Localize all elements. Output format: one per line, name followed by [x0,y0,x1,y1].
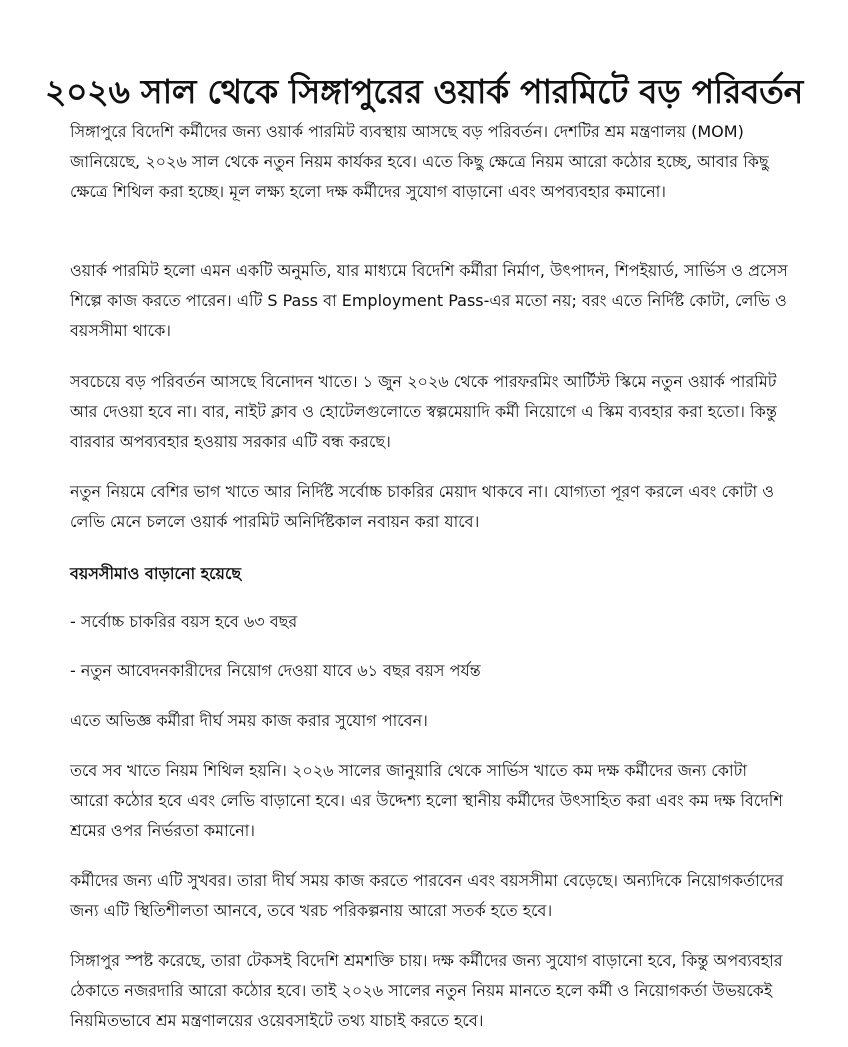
list-item-max-age: - সর্বোচ্চ চাকরির বয়স হবে ৬৩ বছর [70,612,298,631]
paragraph-conclusion: সিঙ্গাপুর স্পষ্ট করেছে, তারা টেকসই বিদেশি শ্রমশক্তি চায়। দক্ষ কর্মীদের জন্য সুযোগ বাড়ানো হবে, কিন্তু অপব্যবহার ঠেকাতে নজরদারি আরো কঠোর হবে। তাই ২০২৬ সালের নতুন নিয়ম মানতে হলে কর্মী ও নিয়োগকর্তা উভয়কেই নিয়মিতভাবে শ্রম মন্ত্রণালয়ের ওয়েবসাইটে তথ্য যাচাই করতে হবে। [70,951,783,1030]
paragraph-entertainment: সবচেয়ে বড় পরিবর্তন আসছে বিনোদন খাতে। ১ জুন ২০২৬ থেকে পারফরমিং আর্টিস্ট স্কিমে নতুন ওয়ার্ক পারমিট আর দেওয়া হবে না। বার, নাইট ক্লাব ও হোটেলগুলোতে স্বল্পমেয়াদি কর্মী নিয়োগে এ স্কিম ব্যবহার করা হতো। কিন্তু বারবার অপব্যবহার হওয়ায় সরকার এটি বন্ধ করছে। [70,372,777,451]
paragraph-experience: এতে অভিজ্ঞ কর্মীরা দীর্ঘ সময় কাজ করার সুযোগ পাবেন। [70,711,428,730]
list-item-new-applicant-age: - নতুন আবেদনকারীদের নিয়োগ দেওয়া যাবে ৬১ বছর বয়স পর্যন্ত [70,661,481,680]
section-heading: বয়সসীমাও বাড়ানো হয়েছে [70,564,242,583]
paragraph-intro: সিঙ্গাপুরে বিদেশি কর্মীদের জন্য ওয়ার্ক পারমিট ব্যবস্থায় আসছে বড় পরিবর্তন। দেশটির শ্রম মন্ত্রণালয় (MOM) জানিয়েছে, ২০২৬ সাল থেকে নতুন নিয়ম কার্যকর হবে। এতে কিছু ক্ষেত্রে নিয়ম আরো কঠোর হচ্ছে, আবার কিছু ক্ষেত্রে শিথিল করা হচ্ছে। মূল লক্ষ্য হলো দক্ষ কর্মীদের সুযোগ বাড়ানো এবং অপব্যবহার কমানো। [70,122,769,201]
paragraph-definition: ওয়ার্ক পারমিট হলো এমন একটি অনুমতি, যার মাধ্যমে বিদেশি কর্মীরা নির্মাণ, উৎপাদন, শিপইয়ার্ড, সার্ভিস ও প্রসেস শিল্পে কাজ করতে পারেন। এটি S Pass বা Employment Pass-এর মতো নয়; বরং এতে নির্দিষ্ট কোটা, লেভি ও বয়সসীমা থাকে। [70,261,788,340]
article-title: ২০২৬ সাল থেকে সিঙ্গাপুরের ওয়ার্ক পারমিটে বড় পরিবর্তন [44,72,804,112]
paragraph-good-news: কর্মীদের জন্য এটি সুখবর। তারা দীর্ঘ সময় কাজ করতে পারবেন এবং বয়সসীমা বেড়েছে। অন্যদিকে নিয়োগকর্তাদের জন্য এটি স্থিতিশীলতা আনবে, তবে খরচ পরিকল্পনায় আরো সতর্ক হতে হবে। [70,871,784,920]
paragraph-renewal: নতুন নিয়মে বেশির ভাগ খাতে আর নির্দিষ্ট সর্বোচ্চ চাকরির মেয়াদ থাকবে না। যোগ্যতা পূরণ করলে এবং কোটা ও লেভি মেনে চললে ওয়ার্ক পারমিট অনির্দিষ্টকাল নবায়ন করা যাবে। [70,482,775,531]
paragraph-service-sector: তবে সব খাতে নিয়ম শিথিল হয়নি। ২০২৬ সালের জানুয়ারি থেকে সার্ভিস খাতে কম দক্ষ কর্মীদের জন্য কোটা আরো কঠোর হবে এবং লেভি বাড়ানো হবে। এর উদ্দেশ্য হলো স্থানীয় কর্মীদের উৎসাহিত করা এবং কম দক্ষ বিদেশি শ্রমের ওপর নির্ভরতা কমানো। [70,761,783,840]
